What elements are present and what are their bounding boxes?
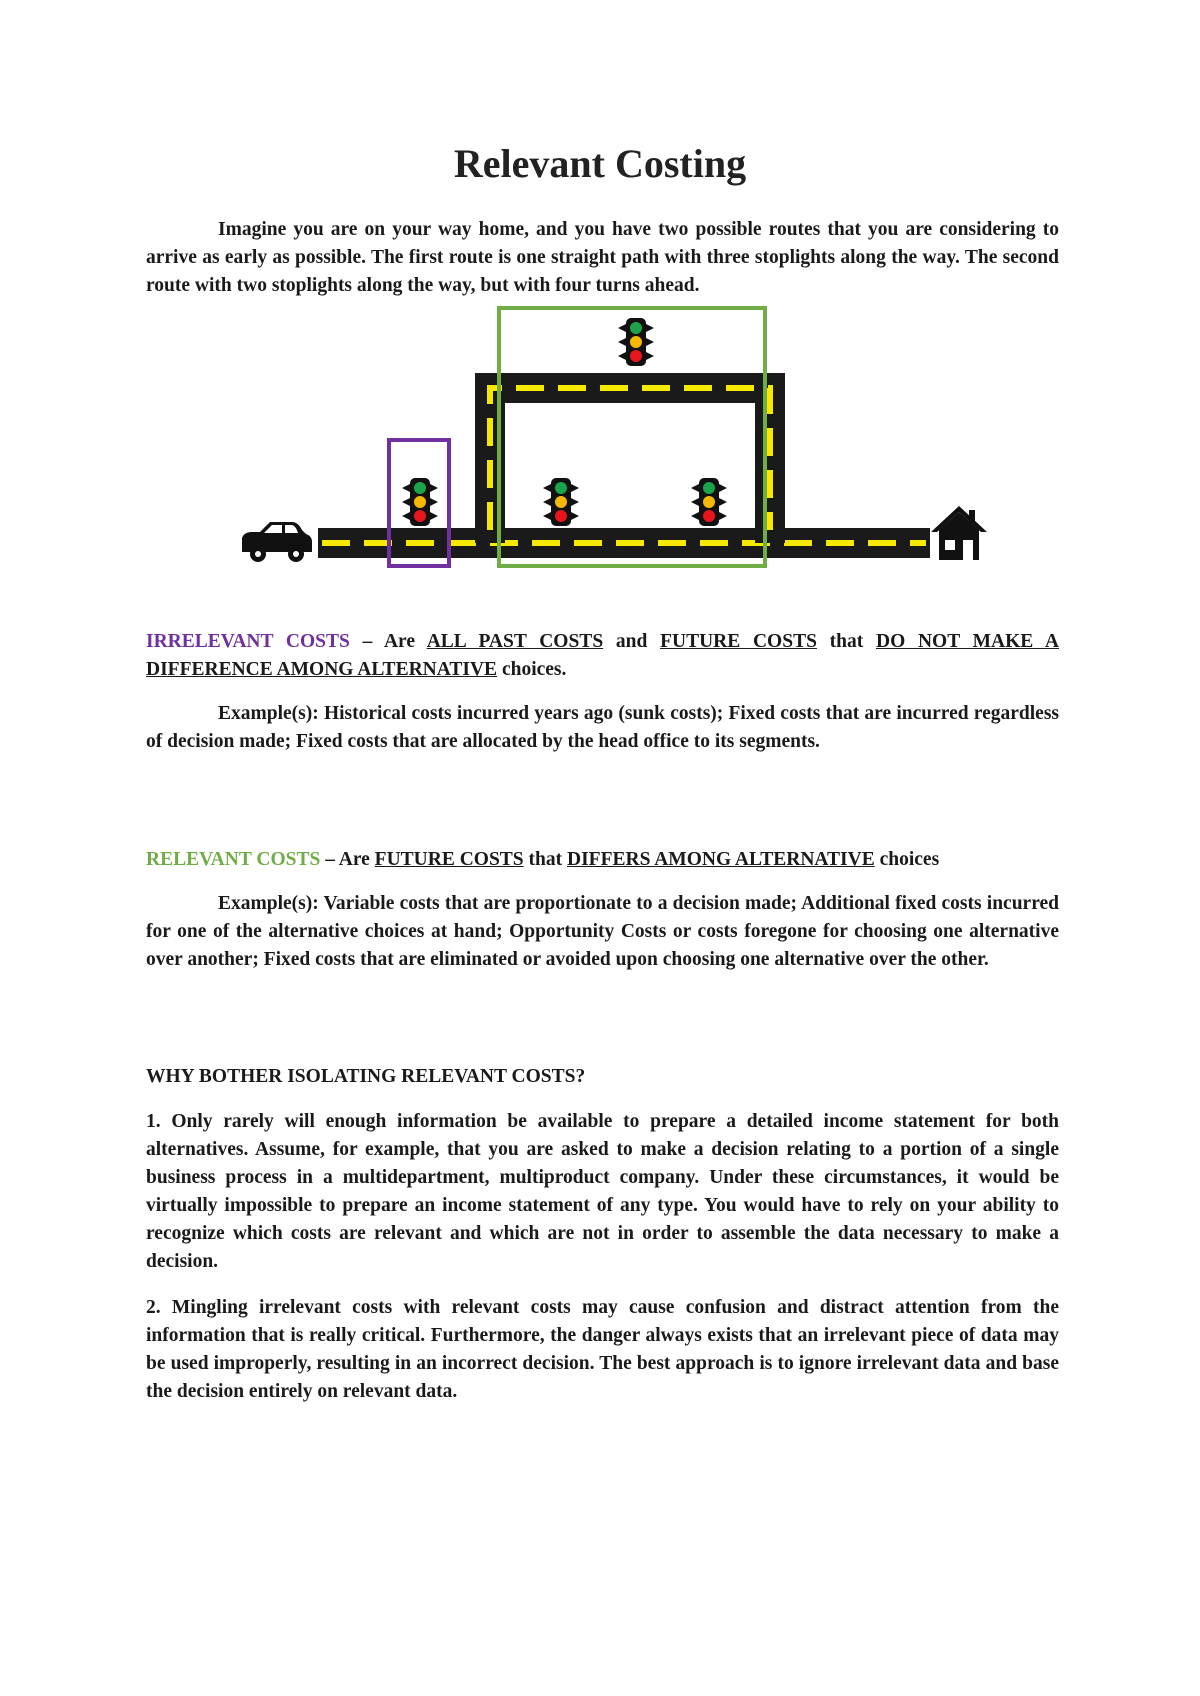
irrelevant-costs-definition [146,628,1059,684]
text: that [816,631,876,652]
car-icon [242,522,312,562]
relevant-costs-term: RELEVANT COSTS [146,849,321,870]
underlined-text: FUTURE COSTS [660,631,817,652]
text: choices. [497,659,567,680]
text: – Are [349,631,427,652]
traffic-light-icon [618,318,654,366]
traffic-light-icon [402,478,438,526]
text: and [603,631,661,652]
irrelevant-costs-term: IRRELEVANT COSTS [146,631,350,652]
house-icon [931,506,987,560]
example-label: Example(s): [218,893,319,914]
underlined-text: DIFFERS AMONG ALTERNATIVE [567,849,875,870]
intro-paragraph: Imagine you are on your way home, and you have two possible routes that you are considering to arrive as early as possible. The first route is one straight path with three stoplights along the way. The second route with two stoplights along the way, but with four turns ahead. [146,219,1059,296]
text: that [523,849,567,870]
detour-road [490,388,770,543]
detour-road-lane [490,388,770,530]
text: – Are [320,849,375,870]
underlined-text: ALL PAST COSTS [426,631,604,652]
reason-paragraph-1: 1. Only rarely will enough information be available to prepare a detailed income statement for both alternatives. Assume, for example, that you are asked to make a decision relating to a portion of a single business process in a multidepartment, multiproduct company. Under these circumstances, it would be virtually impossible to prepare an income statement of any type. You would have to rely on your ability to recognize which costs are relevant and which are not in order to assemble the data necessary to make a decision. [146,1111,1059,1272]
underlined-text: DO NOT MAKE A DIFFERENCE AMONG ALTERNATIVE [146,631,1059,680]
relevant-costs-definition [146,846,1059,874]
page-title: Relevant Costing [453,141,747,186]
example-text: Variable costs that are proportionate to a decision made; Additional fixed costs incurred for one of the alternative choices at hand; Opportunity Costs or costs foregone for choosing one alternative over another; Fixed costs that are eliminated or avoided upon choosing one alternative over the other. [146,893,1059,970]
traffic-light-icon [691,478,727,526]
irrelevant-costs-example [146,700,1059,756]
example-text: Historical costs incurred years ago (sunk costs); Fixed costs that are incurred regardless of decision made; Fixed costs that are allocated by the head office to its segments. [146,703,1059,752]
route-diagram [0,0,1200,600]
reason-paragraph-2: 2. Mingling irrelevant costs with relevant costs may cause confusion and distract attention from the information that is really critical. Furthermore, the danger always exists that an irrelevant piece of data may be used improperly, resulting in an incorrect decision. The best approach is to ignore irrelevant data and base the decision entirely on relevant data. [146,1297,1059,1402]
underlined-text: FUTURE COSTS [374,849,524,870]
section-heading: WHY BOTHER ISOLATING RELEVANT COSTS? [146,1066,586,1087]
example-label: Example(s): [218,703,319,724]
text: choices [874,849,940,870]
relevant-costs-example [146,890,1059,974]
traffic-light-icon [543,478,579,526]
